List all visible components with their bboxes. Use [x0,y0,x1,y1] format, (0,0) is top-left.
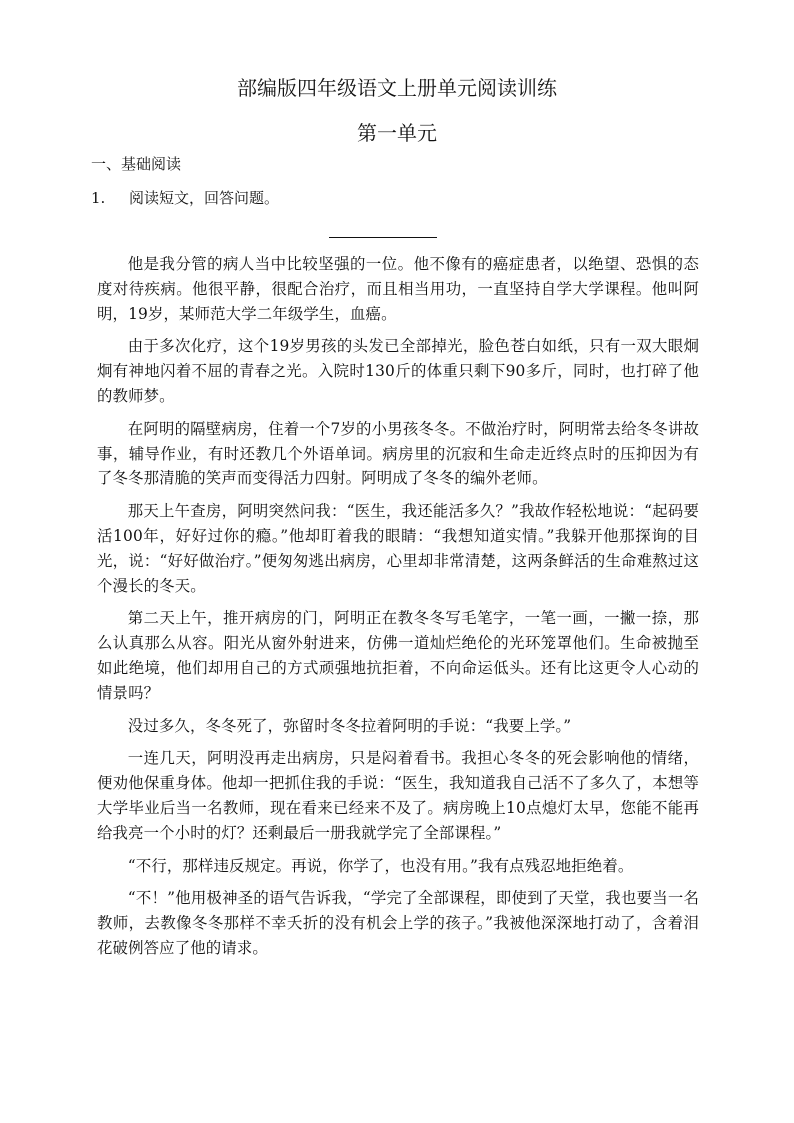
passage-paragraph: 在阿明的隔壁病房，住着一个7岁的小男孩冬冬。不做治疗时，阿明常去给冬冬讲故事，辅导作业，有时还教几个外语单词。病房里的沉寂和生命走近终点时的压抑因为有了冬冬那清脆的笑声而变得活力四射。阿明成了冬冬的编外老师。 [97,419,699,488]
question-number: 1. [91,189,106,207]
passage-paragraph: 第二天上午，推开病房的门，阿明正在教冬冬写毛笔字，一笔一画，一撇一捺，那么认真那么从容。阳光从窗外射进来，仿佛一道灿烂绝伦的光环笼罩他们。生命被抛至如此绝境，他们却用自己的方式顽强地抗拒着，不向命运低头。还有比这更令人心动的情景吗？ [97,609,699,702]
title-blank-line [329,237,437,238]
passage-paragraph: 那天上午查房，阿明突然问我：“医生，我还能活多久？”我故作轻松地说：“起码要活100年，好好过你的瘾。”他却盯着我的眼睛：“我想知道实情。”我躲开他那探询的目光，说：“好好做治疗。”便匆匆逃出病房，心里却非常清楚，这两条鲜活的生命难熬过这个漫长的冬天。 [97,502,699,595]
passage-paragraph: 没过多久，冬冬死了，弥留时冬冬拉着阿明的手说：“我要上学。” [127,716,572,735]
reading-passage [97,252,699,969]
question-prompt [91,188,279,208]
question-text: 阅读短文，回答问题。 [129,189,280,207]
document-title: 部编版四年级语文上册单元阅读训练 [237,76,557,100]
section-heading: 一、基础阅读 [91,155,182,173]
passage-paragraph: 他是我分管的病人当中比较坚强的一位。他不像有的癌症患者，以绝望、恐惧的态度对待疾病。他很平静，很配合治疗，而且相当用功，一直坚持自学大学课程。他叫阿明，19岁，某师范大学二年级学生，血癌。 [97,255,699,323]
passage-paragraph: “不行，那样违反规定。再说，你学了，也没有用。”我有点残忍地拒绝着。 [127,856,634,875]
passage-paragraph: 由于多次化疗，这个19岁男孩的头发已全部掉光，脸色苍白如纸，只有一双大眼炯炯有神地闪着不屈的青春之光。入院时130斤的体重只剩下90多斤，同时，也打碎了他的教师梦。 [97,337,699,405]
passage-paragraph: 一连几天，阿明没再走出病房，只是闷着看书。我担心冬冬的死会影响他的情绪，便劝他保重身体。他却一把抓住我的手说：“医生，我知道我自己活不了多久了，本想等大学毕业后当一名教师，现在看来已经来不及了。病房晚上10点熄灯太早，您能不能再给我亮一个小时的灯？还剩最后一册我就学完了全部课程。” [97,749,699,842]
passage-paragraph: “不！”他用极神圣的语气告诉我，“学完了全部课程，即使到了天堂，我也要当一名教师，去教像冬冬那样不幸夭折的没有机会上学的孩子。”我被他深深地打动了，含着泪花破例答应了他的请求。 [97,889,699,957]
unit-title: 第一单元 [357,121,437,145]
